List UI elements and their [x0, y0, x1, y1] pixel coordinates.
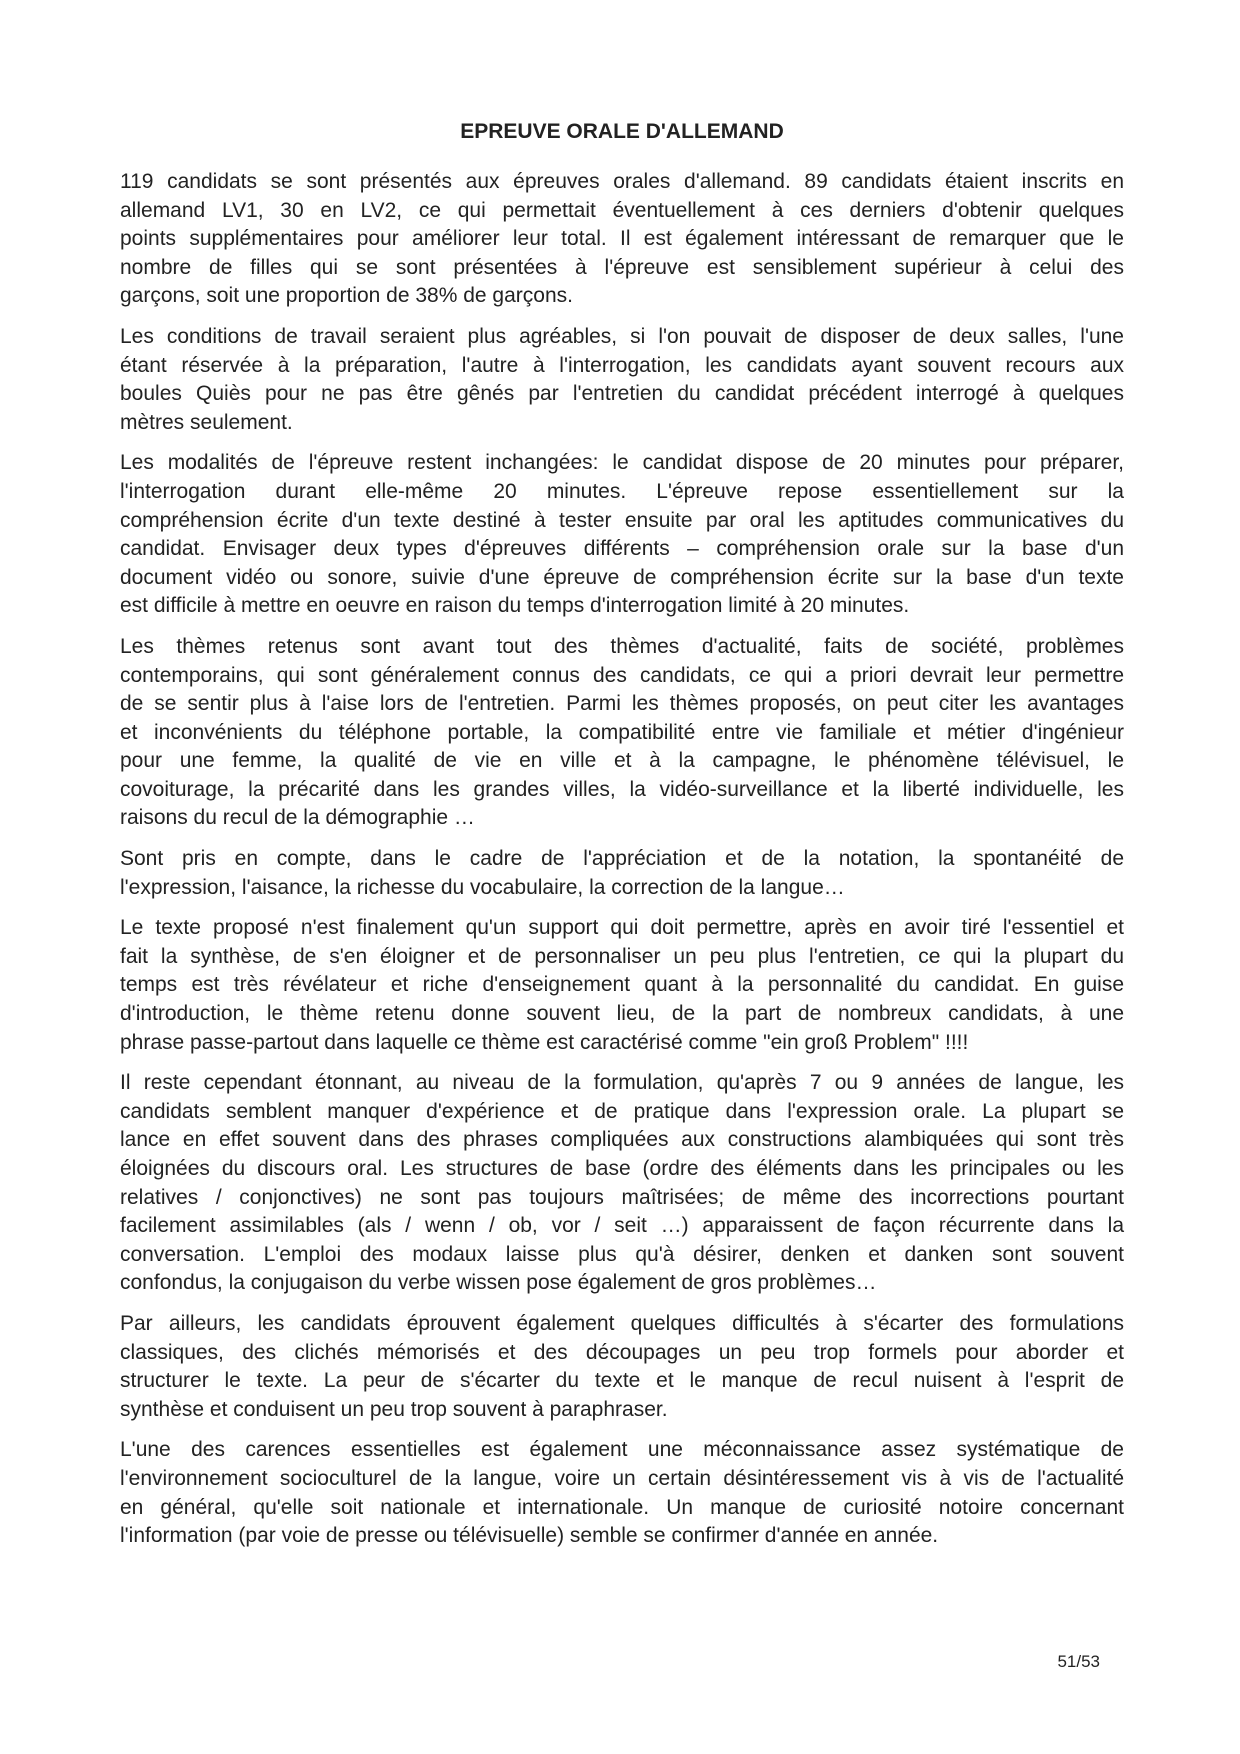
text-line: l'expression, l'aisance, la richesse du vocabulaire, la correction de la langue…	[120, 875, 845, 899]
text-line: synthèse et conduisent un peu trop souvent à paraphraser.	[120, 1397, 668, 1421]
text-line: en général, qu'elle soit nationale et internationale. Un manque de curiosité notoire concernant	[120, 1495, 1124, 1519]
text-line: points supplémentaires pour améliorer leur total. Il est également intéressant de remarquer que le	[120, 227, 1124, 251]
text-line: classiques, des clichés mémorisés et des découpages un peu trop formels pour aborder et	[120, 1340, 1124, 1364]
paragraph	[120, 1436, 1124, 1550]
text-line: nombre de filles qui se sont présentées à l'épreuve est sensiblement supérieur à celui des	[120, 255, 1124, 279]
text-line: Par ailleurs, les candidats éprouvent également quelques difficultés à s'écarter des formulations	[120, 1311, 1124, 1335]
text-line: phrase passe-partout dans laquelle ce thème est caractérisé comme "ein groß Problem" !!!!	[120, 1030, 969, 1054]
page-number: 51/53	[1057, 1652, 1100, 1671]
paragraph	[120, 914, 1124, 1057]
text-line: conversation. L'emploi des modaux laisse plus qu'à désirer, denken et danken sont souvent	[120, 1242, 1124, 1266]
text-line: contemporains, qui sont généralement connus des candidats, ce qui a priori devrait leur permettre	[120, 663, 1124, 687]
text-line: candidat. Envisager deux types d'épreuves différents – compréhension orale sur la base d'un	[120, 537, 1124, 561]
text-line: éloignées du discours oral. Les structures de base (ordre des éléments dans les principales ou les	[120, 1157, 1124, 1180]
text-line: candidats semblent manquer d'expérience et de pratique dans l'expression orale. La plupart se	[120, 1099, 1124, 1123]
text-line: confondus, la conjugaison du verbe wissen pose également de gros problèmes…	[120, 1271, 877, 1295]
text-line: étant réservée à la préparation, l'autre à l'interrogation, les candidats ayant souvent recours aux	[120, 353, 1124, 377]
text-line: facilement assimilables (als / wenn / ob, vor / seit …) apparaissent de façon récurrente dans la	[120, 1214, 1124, 1238]
text-line: mètres seulement.	[120, 410, 293, 434]
text-line: document vidéo ou sonore, suivie d'une épreuve de compréhension écrite sur la base d'un texte	[120, 565, 1124, 589]
text-line: l'interrogation durant elle-même 20 minutes. L'épreuve repose essentiellement sur la	[120, 479, 1124, 503]
paragraph	[120, 633, 1124, 833]
paragraph	[120, 1069, 1124, 1298]
text-line: garçons, soit une proportion de 38% de garçons.	[120, 284, 573, 308]
text-line: compréhension écrite d'un texte destiné à tester ensuite par oral les aptitudes communicatives du	[120, 508, 1124, 532]
paragraph	[120, 1310, 1124, 1424]
text-line: Les modalités de l'épreuve restent inchangées: le candidat dispose de 20 minutes pour préparer,	[120, 451, 1124, 475]
text-line: Les conditions de travail seraient plus agréables, si l'on pouvait de disposer de deux salles, l'une	[120, 324, 1124, 348]
paragraph	[120, 168, 1124, 311]
text-line: relatives / conjonctives) ne sont pas toujours maîtrisées; de même des incorrections pourtant	[120, 1185, 1124, 1209]
paragraph	[120, 323, 1124, 437]
text-line: Sont pris en compte, dans le cadre de l'appréciation et de la notation, la spontanéité de	[120, 847, 1124, 871]
paragraph	[120, 449, 1124, 621]
text-line: l'information (par voie de presse ou télévisuelle) semble se confirmer d'année en année.	[120, 1524, 939, 1548]
text-line: raisons du recul de la démographie …	[120, 806, 475, 830]
text-line: l'environnement socioculturel de la langue, voire un certain désintéressement vis à vis de l'actualité	[120, 1466, 1124, 1490]
text-line: de se sentir plus à l'aise lors de l'entretien. Parmi les thèmes proposés, on peut citer les avantages	[120, 692, 1124, 716]
paragraph	[120, 845, 1124, 902]
text-line: d'introduction, le thème retenu donne souvent lieu, de la part de nombreux candidats, à une	[120, 1002, 1124, 1026]
text-line: est difficile à mettre en oeuvre en raison du temps d'interrogation limité à 20 minutes.	[120, 594, 910, 618]
text-line: lance en effet souvent dans des phrases compliquées aux constructions alambiquées qui sont très	[120, 1128, 1124, 1152]
text-line: fait la synthèse, de s'en éloigner et de personnaliser un peu plus l'entretien, ce qui la plupart du	[120, 944, 1124, 968]
text-line: et inconvénients du téléphone portable, la compatibilité entre vie familiale et métier d'ingénieur	[120, 720, 1124, 744]
text-line: boules Quiès pour ne pas être gênés par l'entretien du candidat précédent interrogé à quelques	[120, 382, 1124, 406]
document-body	[120, 168, 1124, 1563]
text-line: structurer le texte. La peur de s'écarter du texte et le manque de recul nuisent à l'esprit de	[120, 1369, 1124, 1393]
text-line: Il reste cependant étonnant, au niveau de la formulation, qu'après 7 ou 9 années de langue, les	[120, 1071, 1124, 1095]
text-line: L'une des carences essentielles est également une méconnaissance assez systématique de	[120, 1438, 1124, 1462]
text-line: pour une femme, la qualité de vie en ville et à la campagne, le phénomène télévisuel, le	[120, 749, 1124, 773]
text-line: temps est très révélateur et riche d'enseignement quant à la personnalité du candidat. En guise	[120, 973, 1124, 997]
text-line: Les thèmes retenus sont avant tout des thèmes d'actualité, faits de société, problèmes	[120, 634, 1124, 658]
text-line: 119 candidats se sont présentés aux épreuves orales d'allemand. 89 candidats étaient inscrits en	[120, 170, 1124, 193]
text-line: allemand LV1, 30 en LV2, ce qui permettait éventuellement à ces derniers d'obtenir quelques	[120, 198, 1124, 222]
document-page	[120, 0, 1124, 1754]
text-line: Le texte proposé n'est finalement qu'un support qui doit permettre, après en avoir tiré l'essentiel et	[120, 916, 1124, 940]
text-line: covoiturage, la précarité dans les grandes villes, la vidéo-surveillance et la liberté individuelle, les	[120, 777, 1124, 801]
page-title: EPREUVE ORALE D'ALLEMAND	[460, 120, 784, 143]
